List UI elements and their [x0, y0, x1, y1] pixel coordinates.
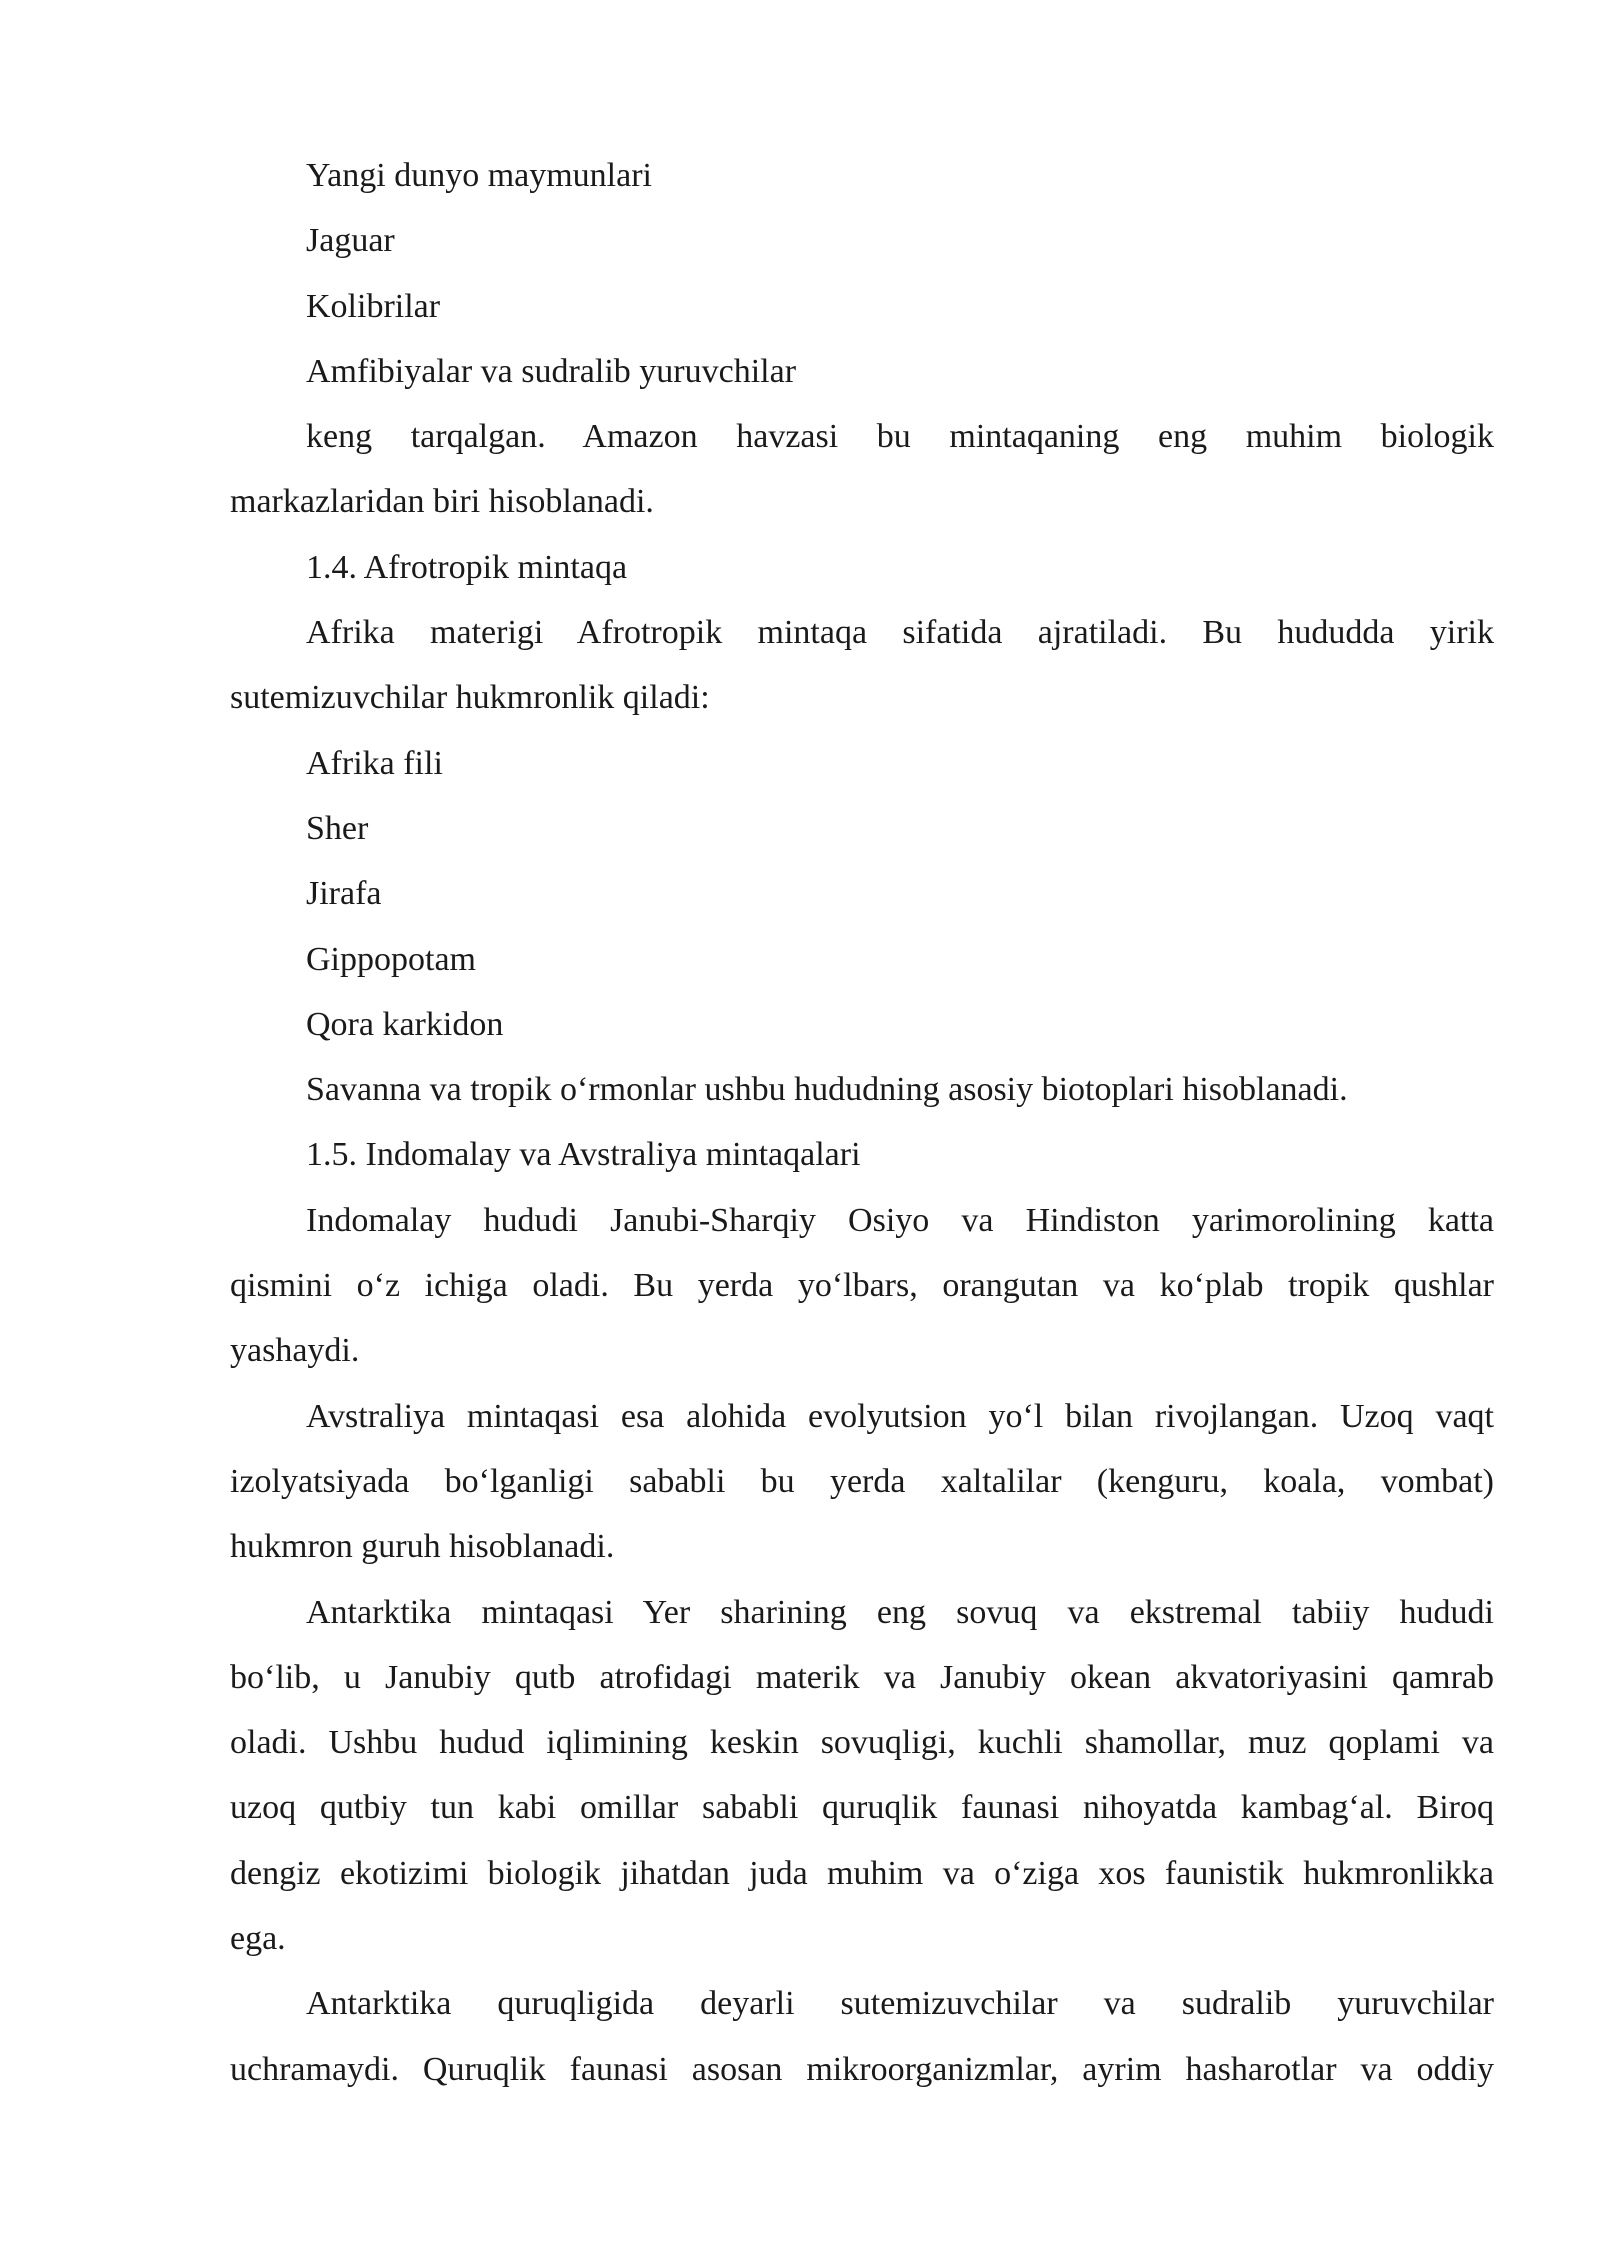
paragraph-line: Savanna va tropik oʻrmonlar ushbu hududning asosiy biotoplari hisoblanadi. — [306, 1071, 1348, 1109]
paragraph-line: boʻlib, u Janubiy qutb atrofidagi materik va Janubiy okean akvatoriyasini qamrab — [230, 1658, 1494, 1696]
paragraph-line: yashaydi. — [230, 1332, 360, 1370]
paragraph-line: sutemizuvchilar hukmronlik qiladi: — [230, 679, 710, 717]
paragraph-line: uchramaydi. Quruqlik faunasi asosan mikroorganizmlar, ayrim hasharotlar va oddiy — [230, 2050, 1494, 2088]
paragraph-line: oladi. Ushbu hudud iqlimining keskin sovuqligi, kuchli shamollar, muz qoplami va — [230, 1724, 1494, 1762]
body-text — [230, 143, 1494, 2102]
paragraph-line: Afrika materigi Afrotropik mintaqa sifatida ajratiladi. Bu hududda yirik — [306, 614, 1494, 652]
paragraph-line: Indomalay hududi Janubi-Sharqiy Osiyo va Hindiston yarimorolining katta — [306, 1201, 1494, 1239]
paragraph-line: dengiz ekotizimi biologik jihatdan juda muhim va oʻziga xos faunistik hukmronlikka — [230, 1854, 1494, 1892]
paragraph-line: hukmron guruh hisoblanadi. — [230, 1528, 615, 1566]
paragraph-line: uzoq qutbiy tun kabi omillar sababli quruqlik faunasi nihoyatda kambagʻal. Biroq — [230, 1789, 1494, 1827]
paragraph-line: markazlaridan biri hisoblanadi. — [230, 483, 654, 521]
list-item-hippopotamus: Gippopotam — [306, 940, 476, 978]
list-item-lion: Sher — [306, 809, 369, 847]
section-heading-indomalay-australia: 1.5. Indomalay va Avstraliya mintaqalari — [306, 1136, 861, 1174]
paragraph-line: Avstraliya mintaqasi esa alohida evolyutsion yoʻl bilan rivojlangan. Uzoq vaqt — [306, 1397, 1494, 1435]
list-item-african-elephant: Afrika fili — [306, 744, 443, 782]
list-item-jaguar: Jaguar — [306, 222, 395, 260]
paragraph-line: Antarktika quruqligida deyarli sutemizuvchilar va sudralib yuruvchilar — [306, 1985, 1494, 2023]
paragraph-line: ega. — [230, 1920, 286, 1958]
list-item-hummingbirds: Kolibrilar — [306, 287, 441, 325]
paragraph-line: izolyatsiyada boʻlganligi sababli bu yerda xaltalilar (kenguru, koala, vombat) — [230, 1462, 1494, 1500]
list-item-giraffe: Jirafa — [306, 875, 382, 913]
list-item-new-world-monkeys: Yangi dunyo maymunlari — [306, 157, 652, 194]
list-item-black-rhinoceros: Qora karkidon — [306, 1005, 504, 1043]
paragraph-line: Antarktika mintaqasi Yer sharining eng sovuq va ekstremal tabiiy hududi — [306, 1593, 1494, 1631]
paragraph-line: keng tarqalgan. Amazon havzasi bu mintaqaning eng muhim biologik — [306, 418, 1494, 456]
section-heading-afrotropical: 1.4. Afrotropik mintaqa — [306, 548, 628, 586]
paragraph-line: qismini oʻz ichiga oladi. Bu yerda yoʻlbars, orangutan va koʻplab tropik qushlar — [230, 1267, 1494, 1305]
list-item-amphibians-reptiles: Amfibiyalar va sudralib yuruvchilar — [306, 352, 797, 390]
